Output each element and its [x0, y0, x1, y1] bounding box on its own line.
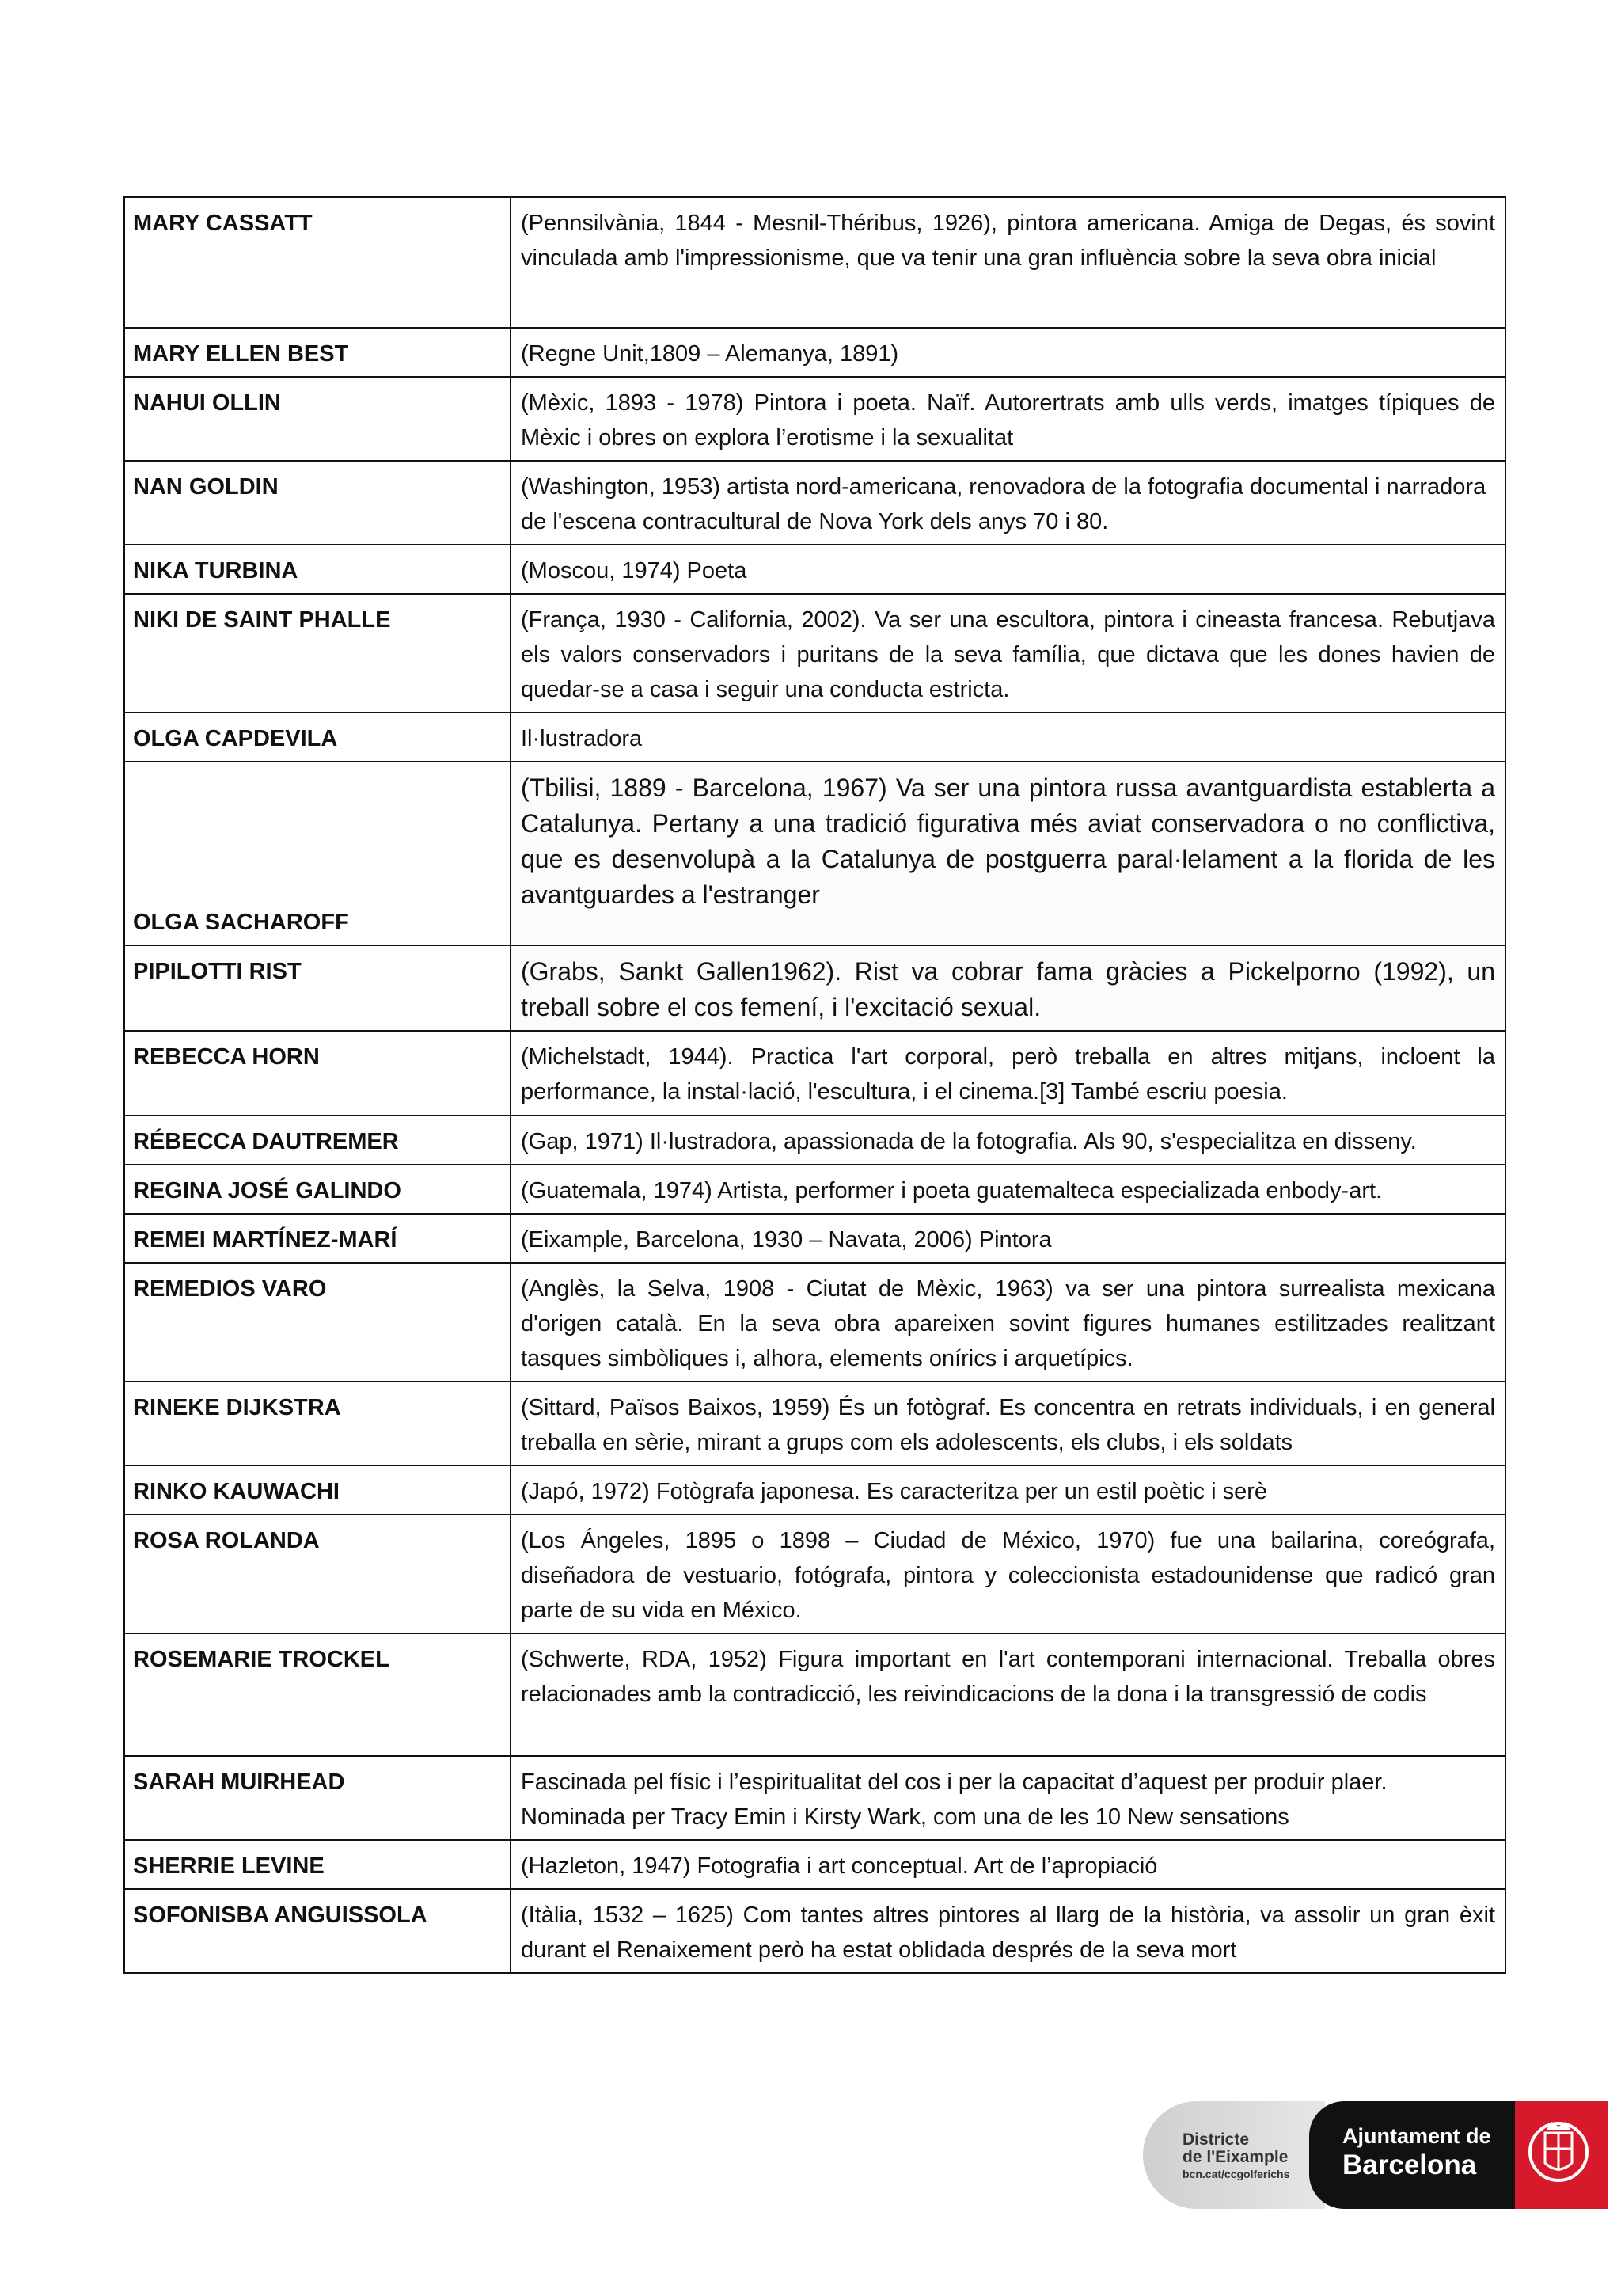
artist-name: REMEI MARTÍNEZ-MARÍ	[124, 1214, 511, 1263]
artist-name: OLGA SACHAROFF	[124, 762, 511, 945]
ajuntament-name-line1: Ajuntament de	[1342, 2124, 1491, 2148]
district-logo	[1143, 2101, 1325, 2209]
district-name-line1: Districte	[1183, 2131, 1250, 2149]
table-row	[124, 762, 1505, 945]
artist-name: MARY ELLEN BEST	[124, 328, 511, 377]
ajuntament-logo	[1309, 2101, 1608, 2209]
table-row	[124, 713, 1505, 762]
table-row	[124, 545, 1505, 594]
artist-description: (Eixample, Barcelona, 1930 – Navata, 2006) Pintora	[511, 1214, 1505, 1263]
artist-name: MARY CASSATT	[124, 197, 511, 328]
table-row	[124, 945, 1505, 1031]
table-row	[124, 1214, 1505, 1263]
table-row	[124, 328, 1505, 377]
artist-description: Il·lustradora	[511, 713, 1505, 762]
artist-description: (Mèxic, 1893 - 1978) Pintora i poeta. Naïf. Autorertrats amb ulls verds, imatges típiques de Mèxic i obres on explora l’erotisme i la sexualitat	[511, 377, 1505, 461]
artist-description: (Regne Unit,1809 – Alemanya, 1891)	[511, 328, 1505, 377]
table-row	[124, 1116, 1505, 1165]
artist-description: (Pennsilvània, 1844 - Mesnil-Théribus, 1926), pintora americana. Amiga de Degas, és sovint vinculada amb l'impressionisme, que va tenir una gran influència sobre la seva obra inicial	[511, 197, 1505, 328]
artist-description: (Schwerte, RDA, 1952) Figura important en l'art contemporani internacional. Treballa obres relacionades amb la contradicció, les reivindicacions de la dona i la transgressió de codis	[511, 1633, 1505, 1756]
table-row	[124, 1756, 1505, 1840]
artist-name: RÉBECCA DAUTREMER	[124, 1116, 511, 1165]
district-name-line2: de l'Eixample	[1183, 2148, 1289, 2166]
artist-name: ROSA ROLANDA	[124, 1515, 511, 1633]
artists-table-body	[124, 197, 1505, 1973]
artist-name: SHERRIE LEVINE	[124, 1840, 511, 1889]
artist-description: (Los Ángeles, 1895 o 1898 – Ciudad de México, 1970) fue una bailarina, coreógrafa, diseñadora de vestuario, fotógrafa, pintora y coleccionista estadounidense que radicó gran parte de su vida en México.	[511, 1515, 1505, 1633]
barcelona-crest-icon	[1515, 2101, 1608, 2209]
artist-description: (Guatemala, 1974) Artista, performer i poeta guatemalteca especializada enbody-art.	[511, 1165, 1505, 1214]
artist-name: SARAH MUIRHEAD	[124, 1756, 511, 1840]
table-row	[124, 1515, 1505, 1633]
table-row	[124, 1263, 1505, 1382]
artist-name: SOFONISBA ANGUISSOLA	[124, 1889, 511, 1973]
table-row	[124, 461, 1505, 545]
artist-name: RINKO KAUWACHI	[124, 1465, 511, 1515]
artist-description: (Anglès, la Selva, 1908 - Ciutat de Mèxic, 1963) va ser una pintora surrealista mexicana d'origen català. En la seva obra apareixen sovint figures humanes estilitzades realitzant tasques simbòliques i, alhora, elements onírics i arquetípics.	[511, 1263, 1505, 1382]
artist-name: OLGA CAPDEVILA	[124, 713, 511, 762]
artist-description: (Sittard, Països Baixos, 1959) És un fotògraf. Es concentra en retrats individuals, i en general treballa en sèrie, mirant a grups com els adolescents, els clubs, i els soldats	[511, 1382, 1505, 1465]
artist-description: Fascinada pel físic i l’espiritualitat del cos i per la capacitat d’aquest per produir plaer. Nominada per Tracy Emin i Kirsty Wark, com una de les 10 New sensations	[511, 1756, 1505, 1840]
artist-description: (Itàlia, 1532 – 1625) Com tantes altres pintores al llarg de la història, va assolir un gran èxit durant el Renaixement però ha estat oblidada després de la seva mort	[511, 1889, 1505, 1973]
artist-description: (Grabs, Sankt Gallen1962). Rist va cobrar fama gràcies a Pickelporno (1992), un treball sobre el cos femení, i l'excitació sexual.	[511, 945, 1505, 1031]
table-row	[124, 1889, 1505, 1973]
artist-description: (Gap, 1971) Il·lustradora, apassionada de la fotografia. Als 90, s'especialitza en disseny.	[511, 1116, 1505, 1165]
artist-name: RINEKE DIJKSTRA	[124, 1382, 511, 1465]
table-row	[124, 1165, 1505, 1214]
table-row	[124, 197, 1505, 328]
artist-name: NAN GOLDIN	[124, 461, 511, 545]
artist-name: REBECCA HORN	[124, 1031, 511, 1116]
artist-name: NIKI DE SAINT PHALLE	[124, 594, 511, 713]
table-row	[124, 1382, 1505, 1465]
table-row	[124, 1031, 1505, 1116]
artist-name: NAHUI OLLIN	[124, 377, 511, 461]
ajuntament-name-line2: Barcelona	[1342, 2150, 1477, 2180]
artist-description: (Michelstadt, 1944). Practica l'art corporal, però treballa en altres mitjans, incloent la performance, la instal·lació, l'escultura, i el cinema.[3] També escriu poesia.	[511, 1031, 1505, 1116]
artist-description: (França, 1930 - California, 2002). Va ser una escultora, pintora i cineasta francesa. Rebutjava els valors conservadors i puritans de la seva família, que dictava que les dones havien de quedar-se a casa i seguir una conducta estricta.	[511, 594, 1505, 713]
artist-name: NIKA TURBINA	[124, 545, 511, 594]
artist-name: REGINA JOSÉ GALINDO	[124, 1165, 511, 1214]
district-url: bcn.cat/ccgolferichs	[1183, 2168, 1290, 2180]
table-row	[124, 1465, 1505, 1515]
artist-description: (Tbilisi, 1889 - Barcelona, 1967) Va ser una pintora russa avantguardista establerta a Catalunya. Pertany a una tradició figurativa més aviat conservadora o no conflictiva, que es desenvolupà a la Catalunya de postguerra paral·lelament a la florida de les avantguardes a l'estranger	[511, 762, 1505, 945]
artists-table	[123, 196, 1506, 1974]
artist-description: (Moscou, 1974) Poeta	[511, 545, 1505, 594]
artist-name: PIPILOTTI RIST	[124, 945, 511, 1031]
table-row	[124, 377, 1505, 461]
artist-description: (Washington, 1953) artista nord-americana, renovadora de la fotografia documental i narradora de l'escena contracultural de Nova York dels anys 70 i 80.	[511, 461, 1505, 545]
artist-name: ROSEMARIE TROCKEL	[124, 1633, 511, 1756]
table-row	[124, 1633, 1505, 1756]
artist-description: (Japó, 1972) Fotògrafa japonesa. Es caracteritza per un estil poètic i serè	[511, 1465, 1505, 1515]
artist-description: (Hazleton, 1947) Fotografia i art conceptual. Art de l’apropiació	[511, 1840, 1505, 1889]
artist-name: REMEDIOS VARO	[124, 1263, 511, 1382]
table-row	[124, 1840, 1505, 1889]
table-row	[124, 594, 1505, 713]
footer-logo	[1143, 2101, 1608, 2209]
